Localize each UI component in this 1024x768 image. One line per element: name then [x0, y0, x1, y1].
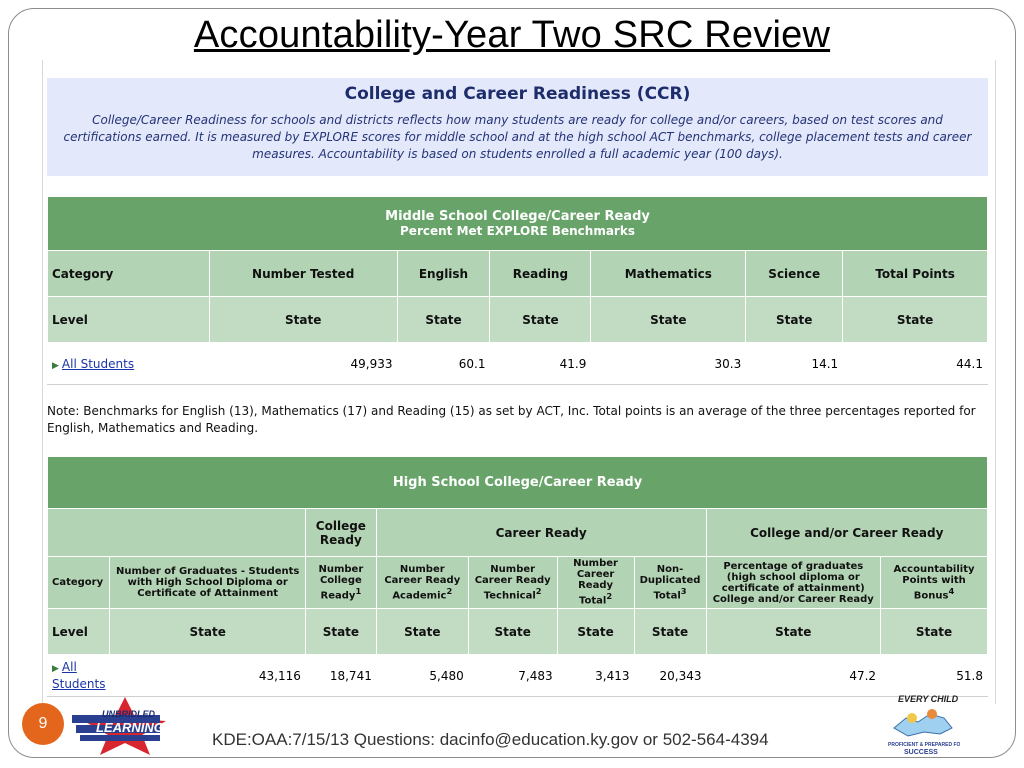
level-cell: State	[490, 297, 591, 343]
footer-contact-text: KDE:OAA:7/15/13 Questions: dacinfo@education.ky.gov or 502-564-4394	[212, 730, 769, 749]
table-row	[48, 343, 988, 385]
col-header-text: Percentage of graduates (high school diploma or certificate of attainment) College and/or Career Ready	[712, 560, 874, 605]
footnote-mark: 3	[680, 585, 687, 596]
table-row	[48, 655, 988, 697]
level-cell: State	[305, 609, 376, 655]
level-cell: State	[397, 297, 490, 343]
ccr-title: College and Career Readiness (CCR)	[344, 84, 691, 104]
logo-line-1: UNBRIDLED	[102, 709, 155, 719]
col-header	[305, 557, 376, 609]
expand-triangle-icon[interactable]: ▶	[52, 663, 59, 674]
middle-school-title: Middle School College/Career Ready	[385, 209, 650, 224]
level-cell: Level	[48, 609, 110, 655]
group-header-college: College Ready	[305, 509, 376, 557]
row-label-cell	[48, 655, 110, 697]
value-cell: 18,741	[305, 655, 376, 697]
footnote-mark: 4	[948, 585, 955, 596]
footnote-mark: 2	[606, 591, 613, 602]
value-cell: 5,480	[376, 655, 468, 697]
value-cell: 47.2	[706, 655, 881, 697]
value-cell: 30.3	[591, 343, 746, 385]
group-header-career: Career Ready	[376, 509, 706, 557]
middle-school-table	[47, 196, 988, 385]
level-cell: State	[468, 609, 557, 655]
value-cell: 49,933	[209, 343, 397, 385]
level-cell: State	[110, 609, 305, 655]
group-header-empty	[48, 509, 306, 557]
logo-text-3: SUCCESS	[904, 749, 938, 756]
unbridled-learning-logo	[70, 695, 180, 761]
level-cell: State	[557, 609, 634, 655]
value-cell: 14.1	[746, 343, 843, 385]
ccr-description: College/Career Readiness for schools and districts reflects how many students are ready for college and/or careers, based on test scores and certifications earned. It is measured by EXPLORE scores for middle school and at the high school ACT benchmarks, college placement tests and career measures. Accountability is based on students enrolled a full academic year (100 days).	[63, 113, 972, 161]
col-header-text: Category	[52, 577, 104, 588]
col-header: Total Points	[843, 251, 988, 297]
benchmark-note: Note: Benchmarks for English (13), Mathematics (17) and Reading (15) as set by ACT, Inc. Total points is an average of the three percentages reported for English, Mathematics and Reading.	[47, 404, 976, 435]
col-header-text: Number Career Ready Technical	[474, 563, 551, 602]
value-cell: 43,116	[110, 655, 305, 697]
left-border-line	[42, 60, 43, 704]
footnote-mark: 1	[355, 585, 362, 596]
col-header: Category	[48, 251, 210, 297]
high-school-title: High School College/Career Ready	[392, 475, 643, 490]
level-cell: State	[591, 297, 746, 343]
middle-school-subtitle: Percent Met EXPLORE Benchmarks	[400, 224, 635, 238]
col-header-text: Number College Ready	[318, 563, 364, 602]
row-label-cell	[48, 343, 210, 385]
value-cell: 3,413	[557, 655, 634, 697]
value-cell: 20,343	[634, 655, 706, 697]
col-header	[706, 557, 881, 609]
col-header-text: Number Career Ready Total	[573, 558, 618, 607]
col-header: Number Tested	[209, 251, 397, 297]
level-cell: State	[746, 297, 843, 343]
ccr-header-box	[47, 78, 988, 176]
all-students-link[interactable]: All Students	[52, 659, 106, 691]
col-header-text: Number of Graduates - Students with High School Diploma or Certificate of Attainment	[115, 566, 300, 599]
value-cell: 7,483	[468, 655, 557, 697]
page-number-badge: 9	[22, 703, 64, 745]
col-header: Reading	[490, 251, 591, 297]
col-header: Mathematics	[591, 251, 746, 297]
value-cell: 60.1	[397, 343, 490, 385]
value-cell: 41.9	[490, 343, 591, 385]
footnote-mark: 2	[535, 585, 542, 596]
col-header	[110, 557, 305, 609]
group-header-both: College and/or Career Ready	[706, 509, 988, 557]
col-header	[557, 557, 634, 609]
slide-title: Accountability-Year Two SRC Review	[193, 14, 831, 56]
middle-school-title-band	[48, 197, 988, 251]
logo-text-1: EVERY CHILD	[898, 694, 959, 704]
col-header-text: Number Career Ready Academic	[384, 563, 461, 602]
level-cell: Level	[48, 297, 210, 343]
col-header-text: Accountability Points with Bonus	[893, 563, 975, 602]
right-border-line	[995, 60, 996, 704]
col-header: English	[397, 251, 490, 297]
all-students-link[interactable]: All Students	[61, 356, 135, 371]
high-school-title-band	[48, 457, 988, 509]
value-cell: 44.1	[843, 343, 988, 385]
col-header	[376, 557, 468, 609]
value-cell: 51.8	[881, 655, 988, 697]
report-screenshot	[42, 60, 997, 704]
col-header	[634, 557, 706, 609]
col-header	[48, 557, 110, 609]
col-header	[468, 557, 557, 609]
level-cell: State	[209, 297, 397, 343]
level-cell: State	[706, 609, 881, 655]
col-header-text: Non-Duplicated Total	[639, 563, 701, 602]
level-cell: State	[634, 609, 706, 655]
level-cell: State	[881, 609, 988, 655]
footnote-mark: 2	[446, 585, 453, 596]
col-header: Science	[746, 251, 843, 297]
every-child-logo	[884, 688, 960, 764]
level-cell: State	[843, 297, 988, 343]
logo-text-2: PROFICIENT & PREPARED FOR	[888, 742, 960, 748]
col-header	[881, 557, 988, 609]
high-school-table	[47, 456, 988, 697]
expand-triangle-icon[interactable]: ▶	[52, 360, 59, 371]
level-cell: State	[376, 609, 468, 655]
logo-line-2: LEARNING	[96, 720, 164, 735]
